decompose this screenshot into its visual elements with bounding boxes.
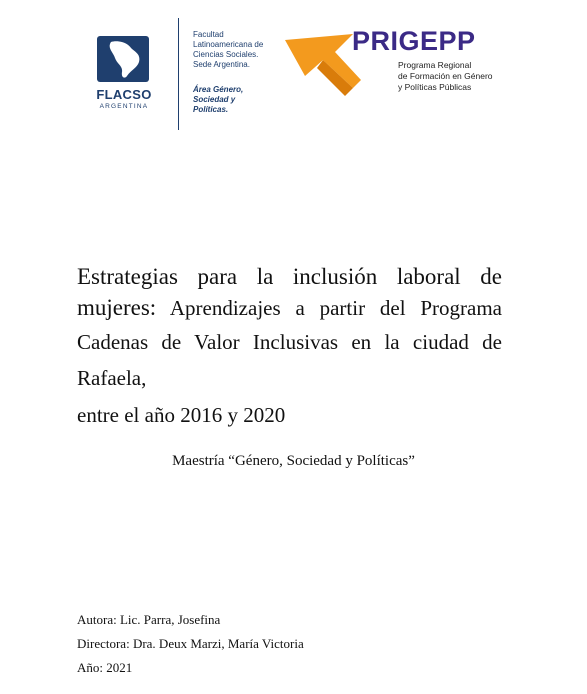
- flacso-globe-logo: [97, 36, 149, 82]
- faculty-line: Sede Argentina.: [193, 60, 250, 69]
- year: Año: 2021: [77, 660, 133, 675]
- area-line: Sociedad y: [193, 95, 236, 104]
- faculty-line: Latinoamericana de: [193, 40, 264, 49]
- faculty-text: [193, 30, 293, 70]
- flacso-country: ARGENTINA: [99, 103, 149, 110]
- faculty-line: Ciencias Sociales.: [193, 50, 259, 59]
- title-lead: mujeres:: [77, 295, 157, 320]
- document-header: [0, 0, 587, 140]
- prigepp-subtitle-line: y Políticas Públicas: [398, 82, 472, 92]
- degree-program: Maestría “Género, Sociedad y Políticas”: [172, 453, 415, 469]
- title-line-2: [77, 292, 502, 324]
- title-line-3: Cadenas de Valor Inclusivas en la ciudad de Rafaela,: [77, 330, 502, 390]
- title-line-2-rest: Aprendizajes a partir del Programa: [169, 296, 502, 320]
- area-line: Políticas.: [193, 105, 229, 114]
- prigepp-subtitle: [398, 60, 518, 93]
- faculty-line: Facultad: [193, 30, 224, 39]
- flacso-logo-text: FLACSO: [96, 87, 152, 102]
- author: Autora: Lic. Parra, Josefina: [77, 612, 221, 627]
- prigepp-title: PRIGEPP: [352, 26, 476, 56]
- prigepp-subtitle-line: de Formación en Género: [398, 71, 493, 81]
- document-title: [77, 262, 502, 434]
- document-metadata: [77, 608, 304, 680]
- area-line: Área Género,: [193, 85, 244, 94]
- director: Directora: Dra. Deux Marzi, María Victoria: [77, 636, 304, 651]
- title-line-4: entre el año 2016 y 2020: [77, 403, 286, 427]
- header-divider: [178, 18, 179, 130]
- prigepp-subtitle-line: Programa Regional: [398, 60, 472, 70]
- area-text: [193, 85, 273, 115]
- title-line-1: Estrategias para la inclusión laboral de: [77, 264, 502, 289]
